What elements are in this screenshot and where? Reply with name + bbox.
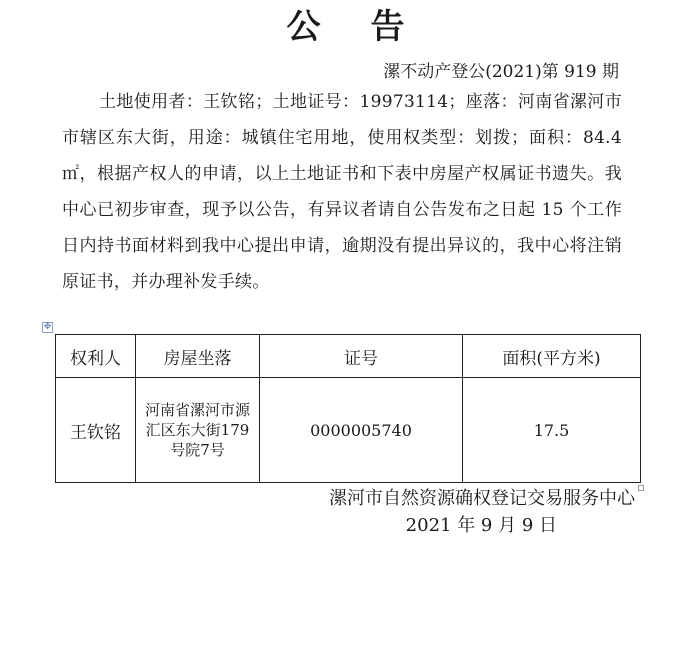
cell-area: 17.5: [463, 378, 641, 483]
issuing-organization: 漯河市自然资源确权登记交易服务中心: [329, 488, 635, 509]
header-area: 面积(平方米): [463, 335, 641, 378]
notice-title: 公告: [286, 7, 455, 47]
cell-cert-no: 0000005740: [260, 378, 463, 483]
header-address: 房屋坐落: [136, 335, 260, 378]
header-owner: 权利人: [56, 335, 136, 378]
notice-body: 土地使用者：王钦铭；土地证号：19973114；座落：河南省漯河市市辖区东大街，用途：城镇住宅用地，使用权类型：划拨；面积：84.4 ㎡，根据产权人的申请，以上土地证书和下表中房屋产权属证书遗失。我中心已初步审查，现予以公告，有异议者请自公告发布之日起 15 个工作日内持书面材料到我中心提出申请，逾期没有提出异议的，我中心将注销原证书，并办理补发手续。: [62, 92, 622, 292]
property-table: [55, 334, 641, 483]
table-move-handle-icon[interactable]: ✥: [43, 322, 52, 332]
issue-date: 2021 年 9 月 9 日: [405, 515, 557, 536]
cell-address: 河南省漯河市源汇区东大街179号院7号: [136, 378, 260, 483]
header-cert-no: 证号: [260, 335, 463, 378]
table-header-row: [56, 335, 641, 378]
cell-owner: 王钦铭: [56, 378, 136, 483]
table-row: [56, 378, 641, 483]
table-resize-handle[interactable]: [638, 485, 644, 491]
document-number: 漯不动产登公(2021)第 919 期: [383, 62, 619, 82]
